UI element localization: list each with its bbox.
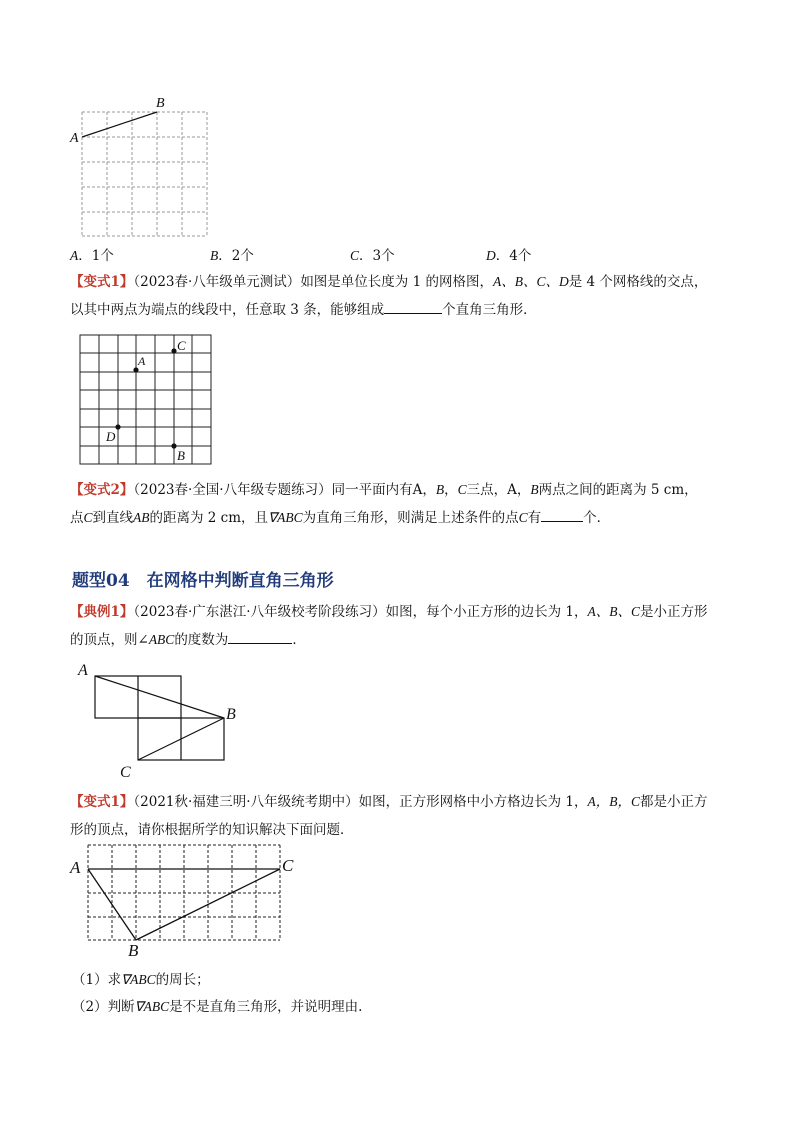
variant3-line1: 【变式1】（2021秋·福建三明·八年级统考期中）如图，正方形网格中小方格边长为 1，A，B，C都是小正方 xyxy=(70,794,708,810)
grid-figure-1 xyxy=(66,92,216,240)
label-a: A xyxy=(70,131,79,146)
option-a[interactable]: A．1个 xyxy=(70,248,114,264)
label-a: A xyxy=(78,662,88,679)
example1-line1: 【典例1】（2023春·广东湛江·八年级校考阶段练习）如图，每个小正方形的边长为 1，A、B、C是小正方形 xyxy=(70,604,708,620)
variant2-line2: 点C到直线AB的距离为 2 cm，且∇ABC为直角三角形，则满足上述条件的点C有 个． xyxy=(70,506,610,530)
answer-blank[interactable] xyxy=(541,506,583,522)
variant2-line1: 【变式2】（2023春·全国·八年级专题练习）同一平面内有A，B，C三点，A，B两点之间的距离为 5 cm， xyxy=(70,482,698,498)
label-d: D xyxy=(106,429,116,444)
section-heading: 题型04 在网格中判断直角三角形 xyxy=(72,571,334,591)
answer-blank[interactable] xyxy=(228,628,292,644)
variant1-line1: 【变式1】（2023春·八年级单元测试）如图是单位长度为 1 的网格图，A、B、C、D是 4 个网格线的交点， xyxy=(70,274,708,290)
point-d xyxy=(115,424,120,429)
label-a: A xyxy=(70,858,81,877)
variant1-tag: 【变式1】 xyxy=(70,274,134,290)
triangle-figure-3 xyxy=(70,658,245,783)
variant3-line2: 形的顶点，请你根据所学的知识解决下面问题． xyxy=(70,822,354,838)
variant3-tag: 【变式1】 xyxy=(70,794,134,810)
answer-blank[interactable] xyxy=(384,298,442,314)
variant1-line2: 以其中两点为端点的线段中，任意取 3 条，能够组成 个直角三角形． xyxy=(70,298,537,322)
label-c: C xyxy=(120,764,131,781)
label-b: B xyxy=(226,706,236,723)
label-b: B xyxy=(156,96,165,111)
label-b: B xyxy=(177,448,185,463)
example1-line2: 的顶点，则∠ABC的度数为 ． xyxy=(70,628,306,652)
grid-figure-4 xyxy=(68,840,308,958)
label-b: B xyxy=(128,941,139,958)
point-c xyxy=(171,348,176,353)
point-a xyxy=(133,367,138,372)
variant3-q1: （1）求∇ABC的周长； xyxy=(72,972,210,988)
point-b xyxy=(171,443,176,448)
segment-ab xyxy=(82,112,157,137)
example1-tag: 【典例1】 xyxy=(70,604,134,620)
variant2-tag: 【变式2】 xyxy=(70,482,134,498)
label-c: C xyxy=(282,856,294,875)
grid-figure-2 xyxy=(78,333,214,467)
option-d[interactable]: D．4个 xyxy=(486,248,532,264)
label-a: A xyxy=(138,354,146,368)
option-b[interactable]: B．2个 xyxy=(210,248,254,264)
label-c: C xyxy=(177,338,186,353)
variant3-q2: （2）判断∇ABC是不是直角三角形，并说明理由. xyxy=(72,999,363,1015)
option-c[interactable]: C．3个 xyxy=(350,248,395,264)
options-row xyxy=(70,244,710,264)
